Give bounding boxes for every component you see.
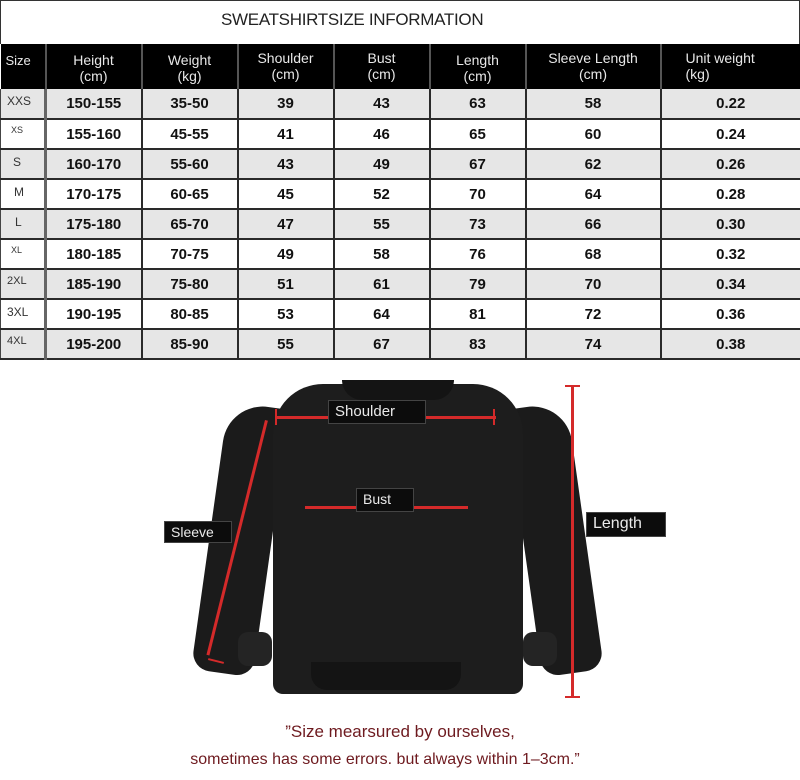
height-cell: 170-175 [46, 179, 142, 209]
length-cell: 76 [430, 239, 526, 269]
header-bust [334, 44, 430, 89]
header-sleeve-length [526, 44, 661, 89]
shoulder-measure-cap-left [275, 409, 277, 425]
weight-cell: 75-80 [142, 269, 238, 299]
header-unit: (kg) [177, 67, 202, 84]
table-row [1, 89, 800, 119]
size-cell: S [1, 149, 46, 179]
header-unit: (cm) [463, 67, 492, 84]
unit-weight-cell: 0.32 [661, 239, 800, 269]
sleeve-length-cell: 68 [526, 239, 661, 269]
unit-weight-cell: 0.30 [661, 209, 800, 239]
unit-weight-cell: 0.26 [661, 149, 800, 179]
size-cell: 4XL [1, 329, 46, 359]
header-label: Sleeve Length [548, 50, 638, 66]
unit-weight-cell: 0.36 [661, 299, 800, 329]
measurement-note-line-2: sometimes has some errors. but always within 1–3cm.” [190, 751, 580, 768]
measurement-note-line-1: ”Size mearsured by ourselves, [285, 722, 515, 741]
unit-weight-cell: 0.22 [661, 89, 800, 119]
header-label: Length [456, 51, 499, 68]
size-cell: M [1, 179, 46, 209]
sleeve-length-cell: 58 [526, 89, 661, 119]
length-cell: 63 [430, 89, 526, 119]
shoulder-cell: 43 [238, 149, 334, 179]
sleeve-label: Sleeve [164, 521, 232, 543]
weight-cell: 80-85 [142, 299, 238, 329]
sleeve-length-cell: 60 [526, 119, 661, 149]
header-unit: (cm) [271, 66, 300, 82]
length-measure-cap-top [565, 385, 580, 387]
sleeve-length-cell: 70 [526, 269, 661, 299]
shoulder-label: Shoulder [328, 400, 426, 424]
table-row [1, 179, 800, 209]
shoulder-cell: 49 [238, 239, 334, 269]
shoulder-cell: 41 [238, 119, 334, 149]
shoulder-measure-cap-right [493, 409, 495, 425]
weight-cell: 60-65 [142, 179, 238, 209]
page-title: SWEATSHIRTSIZE INFORMATION [221, 10, 484, 29]
height-cell: 180-185 [46, 239, 142, 269]
header-weight [142, 44, 238, 89]
bust-cell: 55 [334, 209, 430, 239]
length-cell: 67 [430, 149, 526, 179]
size-chart-table [0, 44, 800, 360]
sleeve-length-cell: 62 [526, 149, 661, 179]
header-unit: (cm) [79, 67, 108, 84]
shoulder-cell: 39 [238, 89, 334, 119]
sleeve-length-cell: 72 [526, 299, 661, 329]
size-cell: XS [1, 119, 46, 149]
bust-cell: 49 [334, 149, 430, 179]
table-row [1, 329, 800, 359]
bust-cell: 52 [334, 179, 430, 209]
unit-weight-cell: 0.34 [661, 269, 800, 299]
header-label: Size [5, 53, 31, 68]
unit-weight-cell: 0.28 [661, 179, 800, 209]
bust-cell: 46 [334, 119, 430, 149]
sweatshirt-left-cuff [238, 632, 272, 666]
table-row [1, 269, 800, 299]
header-size [1, 44, 46, 89]
shoulder-cell: 55 [238, 329, 334, 359]
bust-cell: 67 [334, 329, 430, 359]
sweatshirt-right-cuff [523, 632, 557, 666]
sweatshirt-body [273, 384, 523, 694]
weight-cell: 70-75 [142, 239, 238, 269]
header-height [46, 44, 142, 89]
bust-cell: 61 [334, 269, 430, 299]
header-unit: (cm) [579, 66, 607, 82]
height-cell: 195-200 [46, 329, 142, 359]
length-cell: 81 [430, 299, 526, 329]
height-cell: 155-160 [46, 119, 142, 149]
sleeve-length-cell: 64 [526, 179, 661, 209]
length-cell: 79 [430, 269, 526, 299]
weight-cell: 35-50 [142, 89, 238, 119]
table-row [1, 239, 800, 269]
size-cell: XXS [1, 89, 46, 119]
height-cell: 160-170 [46, 149, 142, 179]
table-row [1, 119, 800, 149]
height-cell: 185-190 [46, 269, 142, 299]
table-header-row [1, 44, 800, 89]
header-unit: (cm) [367, 66, 396, 82]
sweatshirt-waistband [311, 662, 461, 690]
header-label: Weight [167, 51, 212, 68]
size-cell: XL [1, 239, 46, 269]
weight-cell: 65-70 [142, 209, 238, 239]
length-cell: 73 [430, 209, 526, 239]
size-cell: 2XL [1, 269, 46, 299]
sleeve-length-cell: 66 [526, 209, 661, 239]
unit-weight-cell: 0.24 [661, 119, 800, 149]
length-cell: 70 [430, 179, 526, 209]
bust-label: Bust [356, 488, 414, 512]
header-label: Shoulder [257, 50, 314, 66]
shoulder-cell: 47 [238, 209, 334, 239]
table-row [1, 209, 800, 239]
header-label: Unit weight [685, 50, 755, 66]
title-bar [0, 0, 800, 44]
shoulder-cell: 53 [238, 299, 334, 329]
weight-cell: 85-90 [142, 329, 238, 359]
weight-cell: 55-60 [142, 149, 238, 179]
header-unit-weight [661, 44, 800, 89]
length-measure-cap-bottom [565, 696, 580, 698]
length-label: Length [586, 512, 666, 537]
bust-cell: 64 [334, 299, 430, 329]
length-cell: 83 [430, 329, 526, 359]
unit-weight-cell: 0.38 [661, 329, 800, 359]
length-cell: 65 [430, 119, 526, 149]
table-row [1, 299, 800, 329]
sleeve-length-cell: 74 [526, 329, 661, 359]
bust-cell: 43 [334, 89, 430, 119]
table-row [1, 149, 800, 179]
height-cell: 150-155 [46, 89, 142, 119]
height-cell: 190-195 [46, 299, 142, 329]
length-measure-line [571, 386, 574, 698]
bust-cell: 58 [334, 239, 430, 269]
header-length [430, 44, 526, 89]
size-cell: 3XL [1, 299, 46, 329]
header-unit: (kg) [685, 66, 710, 82]
shoulder-cell: 51 [238, 269, 334, 299]
header-label: Bust [367, 50, 396, 66]
size-cell: L [1, 209, 46, 239]
sweatshirt-collar [342, 380, 454, 400]
weight-cell: 45-55 [142, 119, 238, 149]
header-label: Height [73, 51, 114, 68]
measurement-diagram [0, 370, 800, 720]
height-cell: 175-180 [46, 209, 142, 239]
header-shoulder [238, 44, 334, 89]
shoulder-cell: 45 [238, 179, 334, 209]
